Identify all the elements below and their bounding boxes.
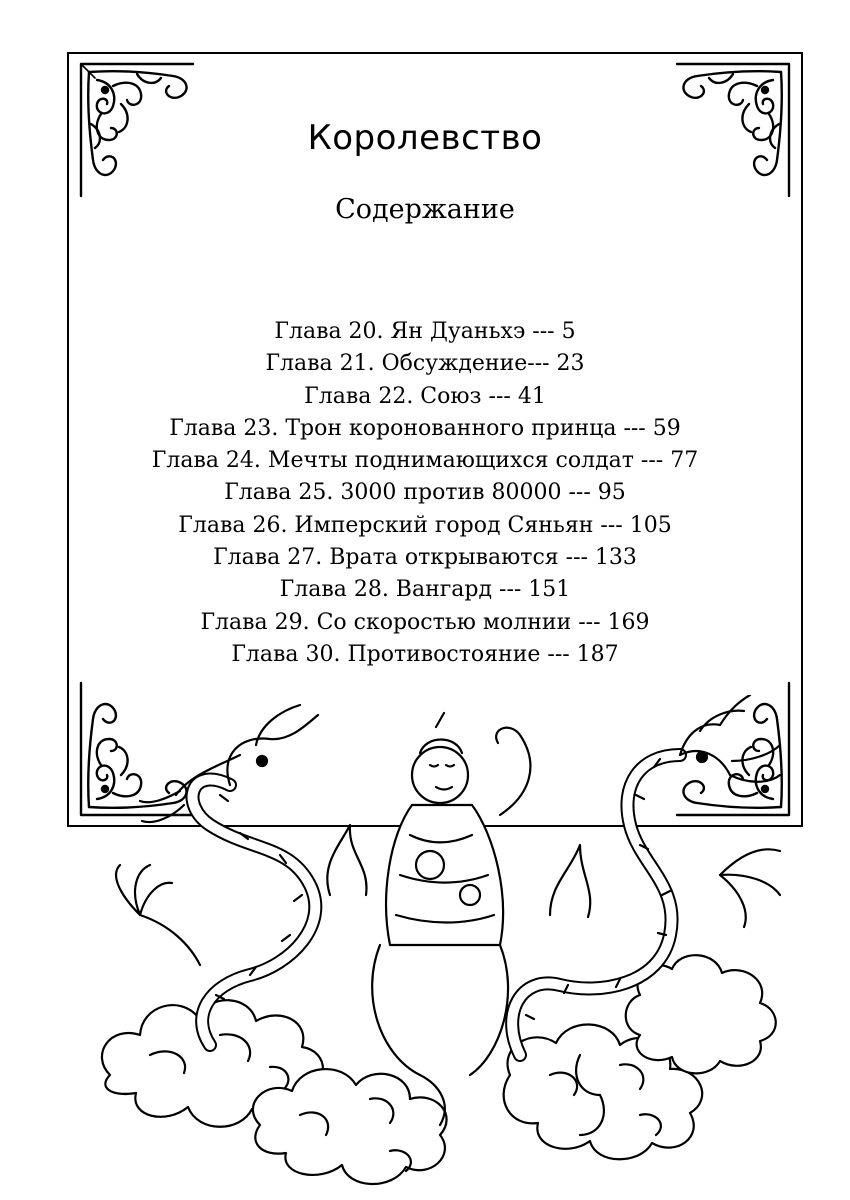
book-title: Королевство [307,118,543,158]
toc-entry: Глава 29. Со скоростью молнии --- 169 [200,609,650,635]
toc-entry: Глава 24. Мечты поднимающихся солдат --- 77 [151,448,699,474]
toc-entry: Глава 28. Вангард --- 151 [279,577,571,603]
dragons-and-child-on-clouds-illustration [80,695,800,1195]
toc-entry: Глава 21. Обсуждение--- 23 [265,351,585,377]
toc-entry: Глава 23. Трон коронованного принца --- 59 [169,415,681,441]
toc-entry: Глава 26. Имперский город Сяньян --- 105 [178,512,672,538]
toc-entry: Глава 27. Врата открываются --- 133 [213,545,637,571]
table-of-contents [0,316,850,671]
toc-entry: Глава 20. Ян Дуаньхэ --- 5 [274,319,576,344]
toc-entry: Глава 30. Противостояние --- 187 [231,641,619,667]
toc-entry: Глава 22. Союз --- 41 [304,383,546,409]
toc-entry: Глава 25. 3000 против 80000 --- 95 [224,480,626,506]
contents-heading: Содержание [335,194,515,225]
